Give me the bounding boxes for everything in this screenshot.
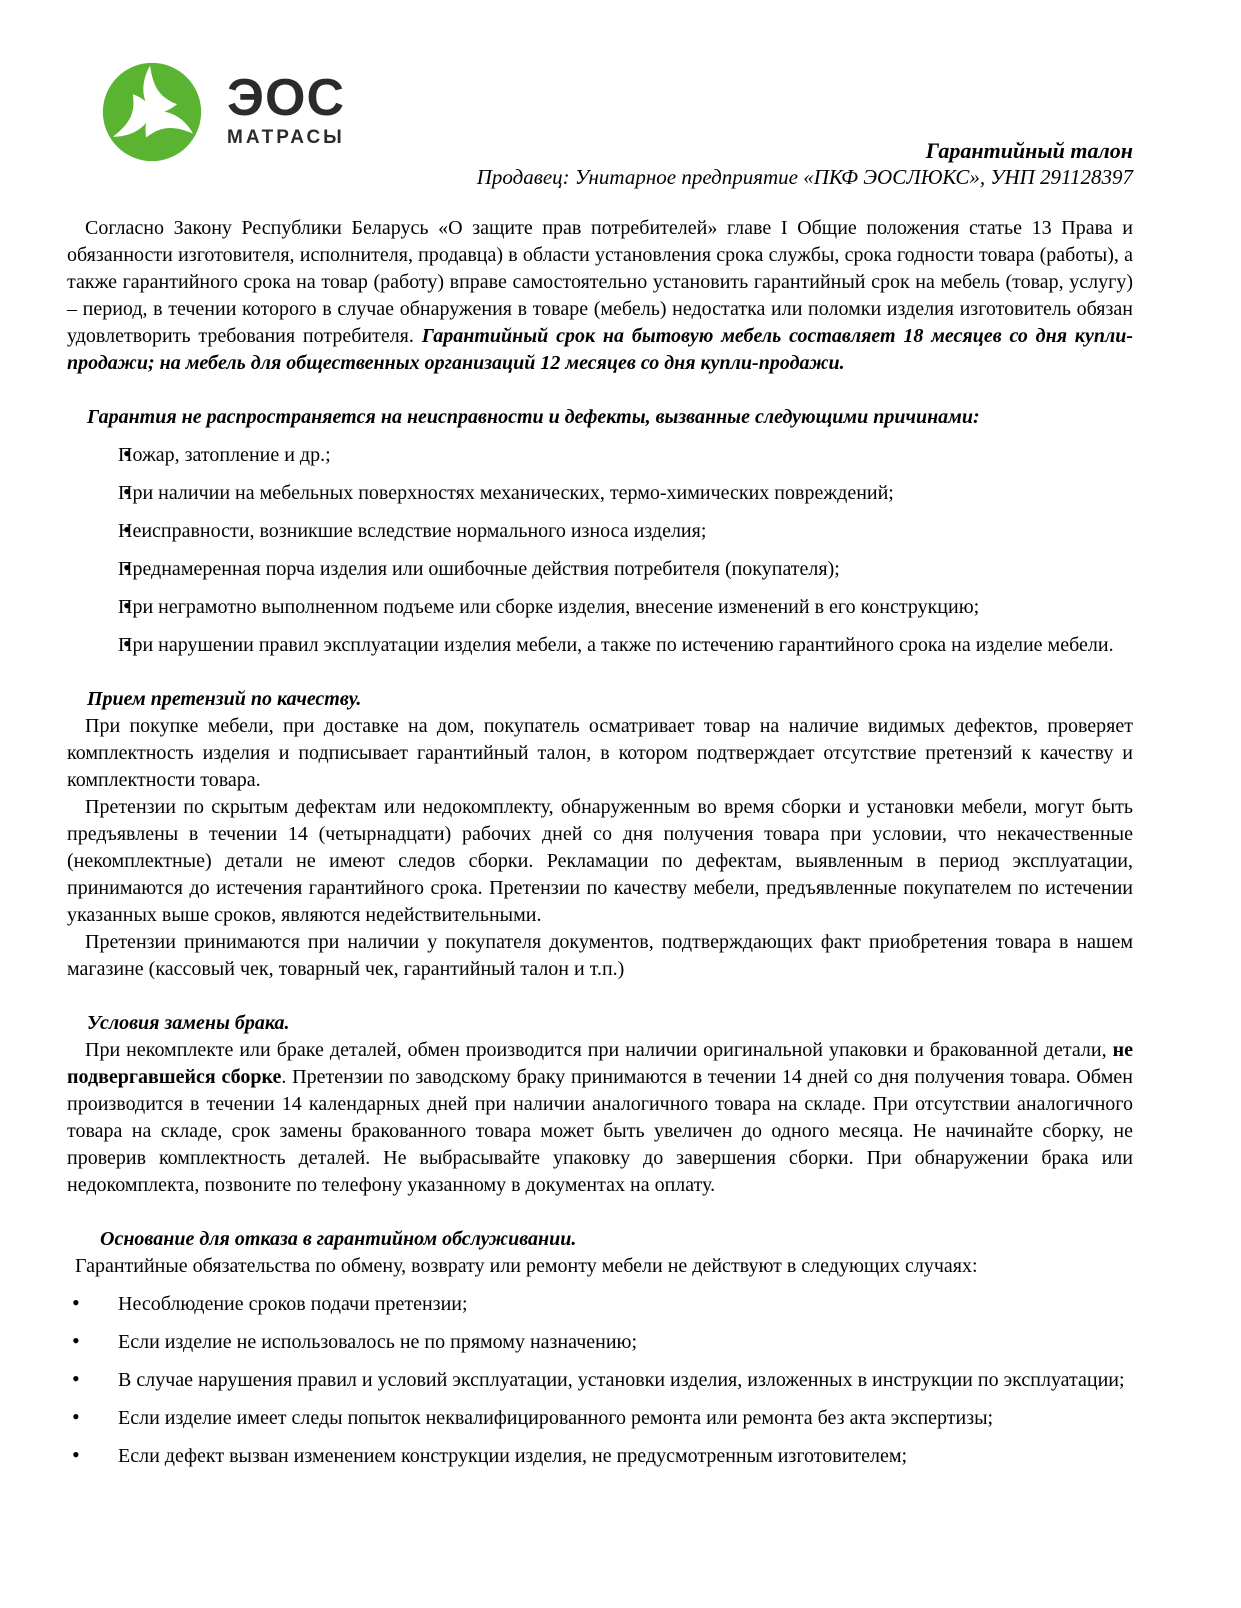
- brand-subtitle: МАТРАСЫ: [227, 127, 345, 148]
- brand-name: ЭОС: [227, 69, 345, 127]
- list-item: • Если изделие имеет следы попыток неквалифицированного ремонта или ремонта без акта экспертизы;: [67, 1403, 1133, 1432]
- replacement-text-after: . Претензии по заводскому браку принимаются в течении 14 дней со дня получения товара. Обмен производится в течении 14 календарных дней при наличии аналогичного товара на складе. При отсутствии аналогичного товара на складе, срок замены бракованного товара может быть увеличен до одного месяца. Не начинайте сборку, не проверив комплектность деталей. Не выбрасывайте упаковку до завершения сборки. При обнаружении брака или недокомплекта, позвоните по телефону указанному в документах на оплату.: [67, 1066, 1133, 1196]
- claims-paragraph: Претензии по скрытым дефектам или недокомплекту, обнаруженным во время сборки и установки мебели, могут быть предъявлены в течении 14 (четырнадцати) рабочих дней со дня получения товара при условии, что некачественные (некомплектные) детали не имеют следов сборки. Рекламации по дефектам, выявленным в период эксплуатации, принимаются до истечения гарантийного срока. Претензии по качеству мебели, предъявленные покупателем по истечении указанных выше сроков, являются недействительными.: [67, 796, 1133, 926]
- list-item: • При нарушении правил эксплуатации изделия мебели, а также по истечению гарантийного срока на изделие мебели.: [67, 630, 1133, 659]
- list-item: • В случае нарушения правил и условий эксплуатации, установки изделия, изложенных в инструкции по эксплуатации;: [67, 1365, 1133, 1394]
- list-item: • Несоблюдение сроков подачи претензии;: [67, 1289, 1133, 1318]
- list-item: • Если изделие не использовалось не по прямому назначению;: [67, 1327, 1133, 1356]
- refusal-heading: Основание для отказа в гарантийном обслуживании.: [100, 1228, 577, 1250]
- claims-heading: Прием претензий по качеству.: [87, 688, 362, 710]
- replacement-bold-text: не подвергавшейся сборке: [67, 1039, 1133, 1088]
- intro-text: Согласно Закону Республики Беларусь «О защите прав потребителей» главе I Общие положения статье 13 Права и обязанности изготовителя, исполнителя, продавца) в области установления срока службы, срока годности товара (работы), а также гарантийного срока на товар (работу) вправе самостоятельно установить гарантийный срок на мебель (товар, услугу) – период, в течении которого в случае обнаружения в товаре (мебель) недостатка или поломки изделия изготовитель обязан удовлетворить требования потребителя.: [67, 217, 1133, 347]
- claims-paragraph: Претензии принимаются при наличии у покупателя документов, подтверждающих факт приобретения товара в нашем магазине (кассовый чек, товарный чек, гарантийный талон и т.п.): [67, 931, 1133, 980]
- replacement-paragraph: [67, 1037, 1133, 1199]
- exclusions-list: [67, 440, 1133, 659]
- leaf-swirl-icon: [99, 59, 205, 165]
- replacement-text-before: При некомплекте или браке деталей, обмен производится при наличии оригинальной упаковки и бракованной детали,: [85, 1039, 1113, 1061]
- intro-paragraph: [67, 215, 1133, 377]
- document-title: Гарантийный талон: [925, 138, 1133, 163]
- refusal-list: [67, 1289, 1133, 1470]
- list-item: • Преднамеренная порча изделия или ошибочные действия потребителя (покупателя);: [67, 554, 1133, 583]
- seller-line: Продавец: Унитарное предприятие «ПКФ ЭОСЛЮКС», УНП 291128397: [476, 165, 1133, 189]
- refusal-intro: Гарантийные обязательства по обмену, возврату или ремонту мебели не действуют в следующих случаях:: [75, 1255, 978, 1277]
- logo-text: [227, 69, 345, 151]
- list-item: • Пожар, затопление и др.;: [67, 440, 1133, 469]
- list-item: • При наличии на мебельных поверхностях механических, термо-химических повреждений;: [67, 478, 1133, 507]
- claims-paragraph: При покупке мебели, при доставке на дом, покупатель осматривает товар на наличие видимых дефектов, проверяет комплектность изделия и подписывает гарантийный талон, в котором подтверждает отсутствие претензий к качеству и комплектности товара.: [67, 715, 1133, 791]
- intro-bold-text: Гарантийный срок на бытовую мебель составляет 18 месяцев со дня купли-продажи; на мебель для общественных организаций 12 месяцев со дня купли-продажи.: [67, 325, 1133, 374]
- exclusions-heading: Гарантия не распространяется на неисправности и дефекты, вызванные следующими причинами:: [87, 406, 980, 428]
- replacement-heading: Условия замены брака.: [87, 1012, 290, 1034]
- list-item: • При неграмотно выполненном подъеме или сборке изделия, внесение изменений в его конструкцию;: [67, 592, 1133, 621]
- list-item: • Неисправности, возникшие вследствие нормального износа изделия;: [67, 516, 1133, 545]
- list-item: • Если дефект вызван изменением конструкции изделия, не предусмотренным изготовителем;: [67, 1441, 1133, 1470]
